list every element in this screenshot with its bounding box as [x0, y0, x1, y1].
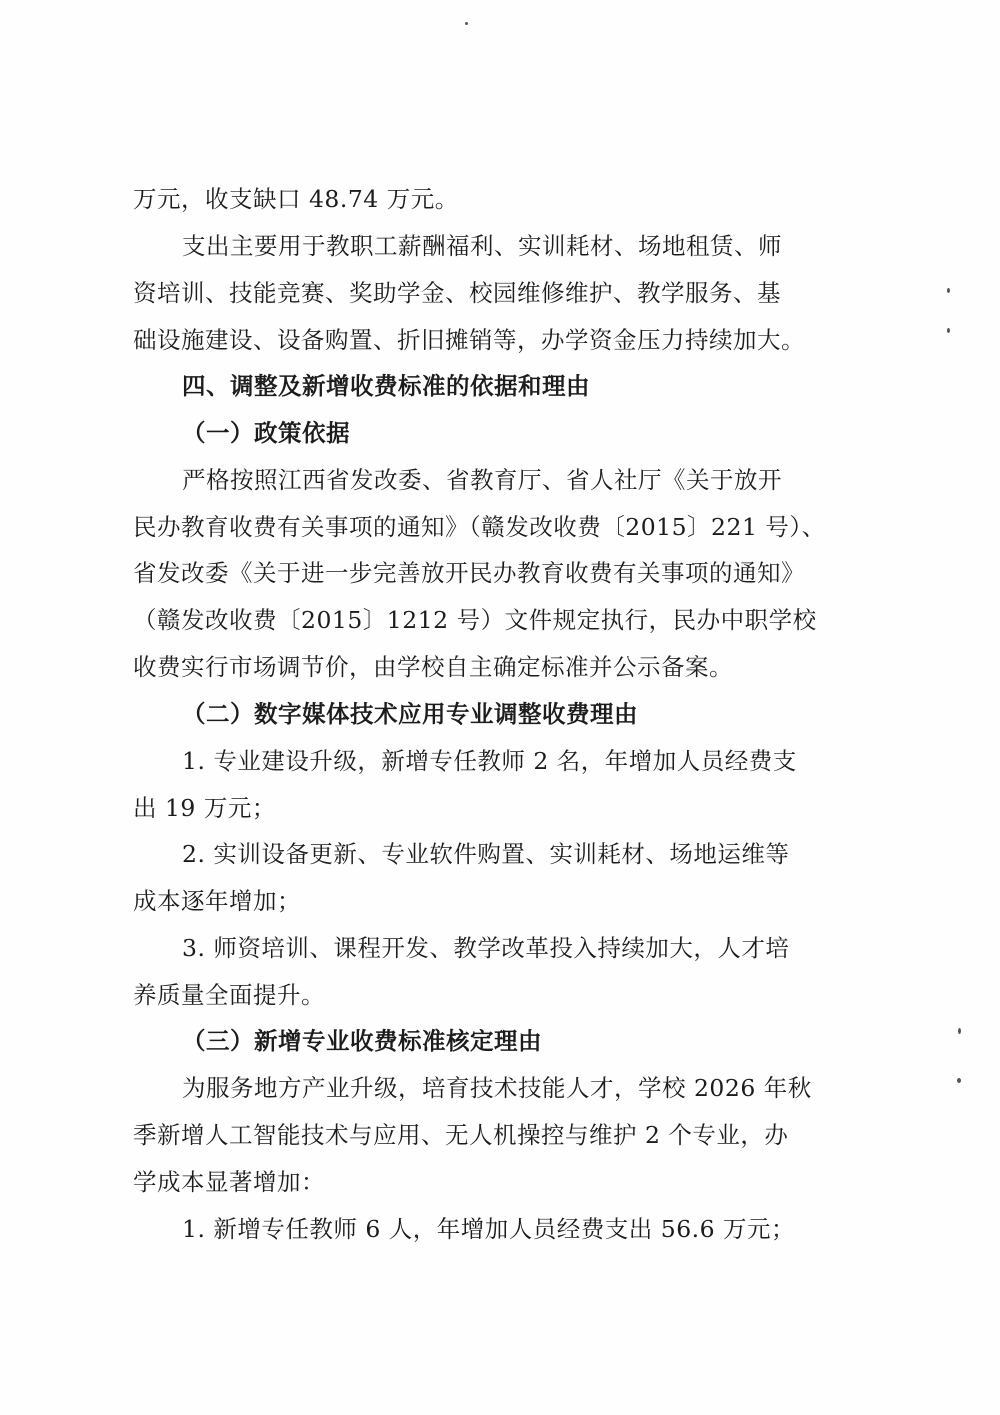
- paragraph-line: 支出主要用于教职工薪酬福利、实训耗材、场地租赁、师: [182, 232, 782, 260]
- list-item-line: 2. 实训设备更新、专业软件购置、实训耗材、场地运维等: [182, 840, 790, 868]
- list-item-line: 1. 新增专任教师 6 人，年增加人员经费支出 56.6 万元；: [182, 1215, 796, 1243]
- paragraph-line: 季新增人工智能技术与应用、无人机操控与维护 2 个专业，办: [133, 1121, 789, 1149]
- scan-speck: [957, 1078, 961, 1083]
- paragraph-line: 收费实行市场调节价，由学校自主确定标准并公示备案。: [133, 653, 733, 681]
- list-item-line: 1. 专业建设升级，新增专任教师 2 名，年增加人员经费支: [182, 747, 797, 775]
- paragraph-line: （赣发改收费〔2015〕1212 号）文件规定执行，民办中职学校: [133, 606, 817, 634]
- paragraph-line: 础设施建设、设备购置、折旧摊销等，办学资金压力持续加大。: [133, 326, 805, 354]
- paragraph-line: 为服务地方产业升级，培育技术技能人才，学校 2026 年秋: [182, 1074, 812, 1102]
- paragraph-line: 学成本显著增加：: [133, 1168, 325, 1196]
- scan-speck: [947, 288, 950, 293]
- paragraph-line: 资培训、技能竞赛、奖助学金、校园维修维护、教学服务、基: [133, 279, 781, 307]
- scan-speck: [958, 1028, 961, 1034]
- paragraph-line: 民办教育收费有关事项的通知》（赣发改收费〔2015〕221 号）、: [133, 513, 826, 541]
- list-item-line: 养质量全面提升。: [133, 981, 325, 1009]
- list-item-line: 3. 师资培训、课程开发、教学改革投入持续加大，人才培: [182, 934, 790, 962]
- scan-speck: [947, 328, 950, 333]
- scan-speck: [465, 22, 468, 25]
- paragraph-line: 省发改委《关于进一步完善放开民办教育收费有关事项的通知》: [133, 559, 805, 587]
- subsection-heading: （三）新增专业收费标准核定理由: [182, 1027, 542, 1055]
- list-item-line: 出 19 万元；: [133, 794, 276, 822]
- subsection-heading: （二）数字媒体技术应用专业调整收费理由: [182, 700, 638, 728]
- list-item-line: 成本逐年增加；: [133, 887, 301, 915]
- paragraph-line: 万元，收支缺口 48.74 万元。: [133, 185, 459, 213]
- section-heading: 四、调整及新增收费标准的依据和理由: [182, 372, 590, 400]
- subsection-heading: （一）政策依据: [182, 419, 350, 447]
- paragraph-line: 严格按照江西省发改委、省教育厅、省人社厅《关于放开: [182, 466, 782, 494]
